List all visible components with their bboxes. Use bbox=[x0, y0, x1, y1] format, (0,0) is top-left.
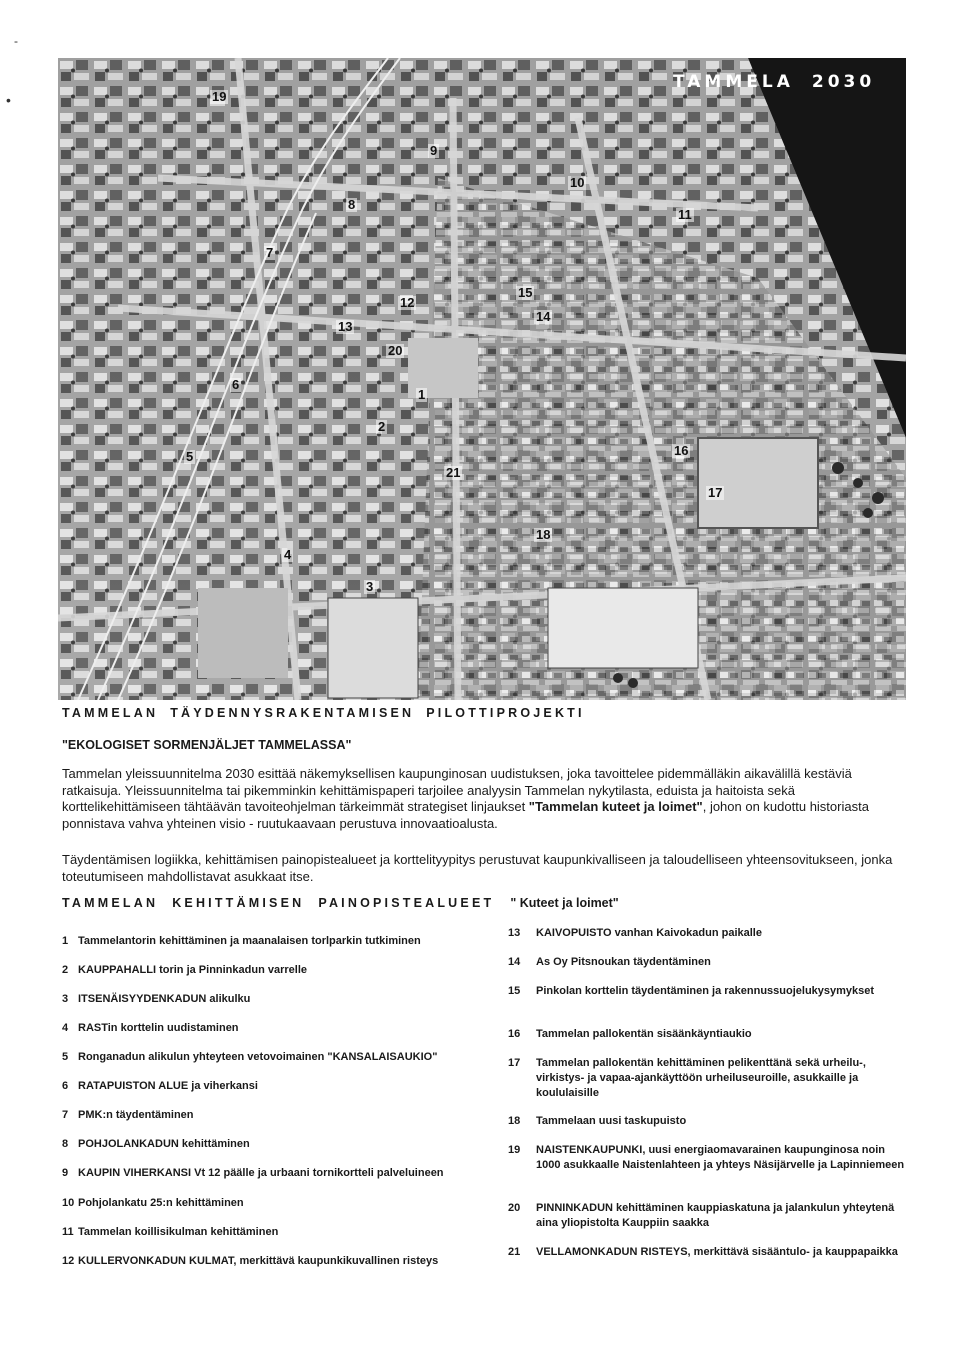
map-label-16: 16 bbox=[674, 443, 689, 458]
item-number: 3 bbox=[62, 993, 69, 1005]
item-number: 12 bbox=[62, 1255, 75, 1267]
photo-title-name: TAMMELA bbox=[673, 72, 794, 92]
item-text: Pinkolan korttelin täydentäminen ja rakennussuojelukysymykset bbox=[536, 985, 875, 997]
focus-areas-heading bbox=[62, 896, 619, 910]
item-text: As Oy Pitsnoukan täydentäminen bbox=[536, 956, 711, 968]
map-label-17: 17 bbox=[708, 485, 723, 500]
focus-heading-part1: TAMMELAN bbox=[62, 896, 159, 910]
list-item bbox=[508, 1114, 906, 1129]
aerial-model-photo bbox=[58, 58, 906, 700]
map-label-10: 10 bbox=[570, 175, 585, 190]
list-item bbox=[62, 963, 508, 978]
item-number: 7 bbox=[62, 1109, 69, 1121]
map-label-7: 7 bbox=[266, 245, 274, 260]
item-number: 1 bbox=[62, 935, 69, 947]
list-item bbox=[62, 1050, 508, 1065]
item-text: Tammelaan uusi taskupuisto bbox=[536, 1115, 687, 1127]
item-text: RASTin korttelin uudistaminen bbox=[78, 1022, 239, 1034]
corner-dot: • bbox=[6, 92, 11, 108]
item-text: KAUPPAHALLI torin ja Pinninkadun varrelle bbox=[78, 964, 307, 976]
list-item bbox=[508, 955, 906, 970]
project-heading-part1: TAMMELAN bbox=[62, 706, 159, 720]
city-model-image bbox=[58, 58, 906, 700]
map-label-5: 5 bbox=[186, 449, 194, 464]
item-number: 20 bbox=[508, 1202, 521, 1214]
item-number: 5 bbox=[62, 1051, 69, 1063]
project-heading-part3: PILOTTIPROJEKTI bbox=[426, 706, 585, 720]
item-number: 13 bbox=[508, 927, 521, 939]
focus-heading-part3: PAINOPISTEALUEET bbox=[318, 896, 495, 910]
project-subheading: "EKOLOGISET SORMENJÄLJET TAMMELASSA" bbox=[62, 738, 352, 752]
item-text: PMK:n täydentäminen bbox=[78, 1109, 194, 1121]
map-label-12: 12 bbox=[400, 295, 415, 310]
intro-text-end: , johon on kudottu historiasta ponnistava vahva yhteinen visio - ruutukaavaan perustuva innovaatioalusta. bbox=[62, 799, 869, 831]
list-item bbox=[62, 1166, 508, 1181]
list-item bbox=[508, 1056, 906, 1101]
list-item bbox=[62, 1225, 508, 1240]
intro-paragraph bbox=[62, 766, 902, 832]
map-label-19: 19 bbox=[212, 89, 227, 104]
map-label-3: 3 bbox=[366, 579, 374, 594]
item-number: 10 bbox=[62, 1197, 75, 1209]
focus-heading-quote: " Kuteet ja loimet" bbox=[510, 896, 619, 910]
item-number: 16 bbox=[508, 1028, 521, 1040]
item-number: 6 bbox=[62, 1080, 69, 1092]
list-item bbox=[62, 934, 508, 949]
item-number: 18 bbox=[508, 1115, 521, 1127]
photo-title bbox=[673, 72, 875, 92]
list-item bbox=[508, 1143, 906, 1173]
map-label-20: 20 bbox=[388, 343, 403, 358]
map-label-6: 6 bbox=[232, 377, 240, 392]
intro-bold-phrase: "Tammelan kuteet ja loimet" bbox=[528, 799, 703, 814]
item-text: Tammelantorin kehittäminen ja maanalaisen torlparkin tutkiminen bbox=[78, 935, 421, 947]
map-label-1: 1 bbox=[418, 387, 426, 402]
item-text: Pohjolankatu 25:n kehittäminen bbox=[78, 1197, 244, 1209]
map-label-15: 15 bbox=[518, 285, 533, 300]
list-item bbox=[62, 1079, 508, 1094]
map-label-11: 11 bbox=[678, 207, 692, 222]
item-text: Tammelan koillisikulman kehittäminen bbox=[78, 1226, 279, 1238]
corner-mark: - bbox=[14, 34, 18, 48]
item-text: VELLAMONKADUN RISTEYS, merkittävä sisääntulo- ja kauppapaikka bbox=[536, 1246, 898, 1258]
item-text: PINNINKADUN kehittäminen kauppiaskatuna ja jalankulun yhteytenä aina yliopistolta Kauppiin saakka bbox=[536, 1202, 895, 1229]
map-label-14: 14 bbox=[536, 309, 551, 324]
list-item bbox=[508, 926, 906, 941]
list-item bbox=[508, 1201, 906, 1231]
list-item bbox=[62, 1196, 508, 1211]
item-number: 14 bbox=[508, 956, 521, 968]
list-item bbox=[508, 984, 906, 999]
item-number: 19 bbox=[508, 1144, 521, 1156]
item-number: 17 bbox=[508, 1057, 521, 1069]
item-number: 11 bbox=[62, 1226, 74, 1238]
project-heading bbox=[62, 706, 585, 720]
list-item bbox=[62, 1137, 508, 1152]
list-item bbox=[62, 1021, 508, 1036]
item-text: POHJOLANKADUN kehittäminen bbox=[78, 1138, 250, 1150]
item-text: Tammelan pallokentän sisäänkäyntiaukio bbox=[536, 1028, 752, 1040]
list-item bbox=[508, 1027, 906, 1042]
list-item bbox=[62, 1108, 508, 1123]
map-label-4: 4 bbox=[284, 547, 292, 562]
item-number: 2 bbox=[62, 964, 69, 976]
item-text: KAIVOPUISTO vanhan Kaivokadun paikalle bbox=[536, 927, 762, 939]
map-label-8: 8 bbox=[348, 197, 356, 212]
item-number: 21 bbox=[508, 1246, 521, 1258]
list-item bbox=[62, 1254, 508, 1269]
list-item bbox=[62, 992, 508, 1007]
item-text: ITSENÄISYYDENKADUN alikulku bbox=[78, 993, 251, 1005]
map-label-21: 21 bbox=[446, 465, 461, 480]
item-number: 9 bbox=[62, 1167, 69, 1179]
item-number: 4 bbox=[62, 1022, 69, 1034]
item-text: KULLERVONKADUN KULMAT, merkittävä kaupunkikuvallinen risteys bbox=[78, 1255, 439, 1267]
map-label-2: 2 bbox=[378, 419, 386, 434]
item-text: RATAPUISTON ALUE ja viherkansi bbox=[78, 1080, 258, 1092]
project-heading-part2: TÄYDENNYSRAKENTAMISEN bbox=[170, 706, 415, 720]
item-text: Ronganadun alikulun yhteyteen vetovoimainen "KANSALAISAUKIO" bbox=[78, 1051, 438, 1063]
second-paragraph: Täydentämisen logiikka, kehittämisen painopistealueet ja korttelityypitys perustuvat kaupunkivalliseen ja taloudelliseen yhteensovitukseen, jonka toteutumiseen mahdollistavat asukkaat itse. bbox=[62, 852, 893, 884]
intro-text: Tammelan yleissuunnitelma 2030 esittää näkemyksellisen kaupunginosan uudistuksen, joka tavoittelee pidemmälläkin aikavälillä kestäviä ratkaisuja. Yleissuunnitelma tai pikemminkin kehittämispaperi tarjoilee analyysin Tammelan nykytilasta, eduista ja haitoista sekä korttelikehittämiseen tähtäävän tavoiteohjelman tärkeimmät strategiset linjaukset bbox=[62, 766, 852, 814]
map-label-9: 9 bbox=[430, 143, 438, 158]
item-number: 15 bbox=[508, 985, 521, 997]
map-label-13: 13 bbox=[338, 319, 353, 334]
item-text: NAISTENKAUPUNKI, uusi energiaomavarainen kaupunginosa noin 1000 asukkaalle Naistenlahteen ja yhteys Näsijärvelle ja Lapinniemeen bbox=[536, 1144, 905, 1171]
map-label-18: 18 bbox=[536, 527, 551, 542]
item-number: 8 bbox=[62, 1138, 69, 1150]
list-item bbox=[508, 1245, 906, 1260]
focus-heading-part2: KEHITTÄMISEN bbox=[172, 896, 305, 910]
photo-title-year: 2030 bbox=[811, 72, 876, 92]
item-text: KAUPIN VIHERKANSI Vt 12 päälle ja urbaani tornikortteli palveluineen bbox=[78, 1167, 444, 1179]
item-text: Tammelan pallokentän kehittäminen pelikenttänä sekä urheilu-, virkistys- ja vapaa-ajankäyttöön urheiluseuroille, asukkaille ja koululaisille bbox=[536, 1057, 866, 1099]
